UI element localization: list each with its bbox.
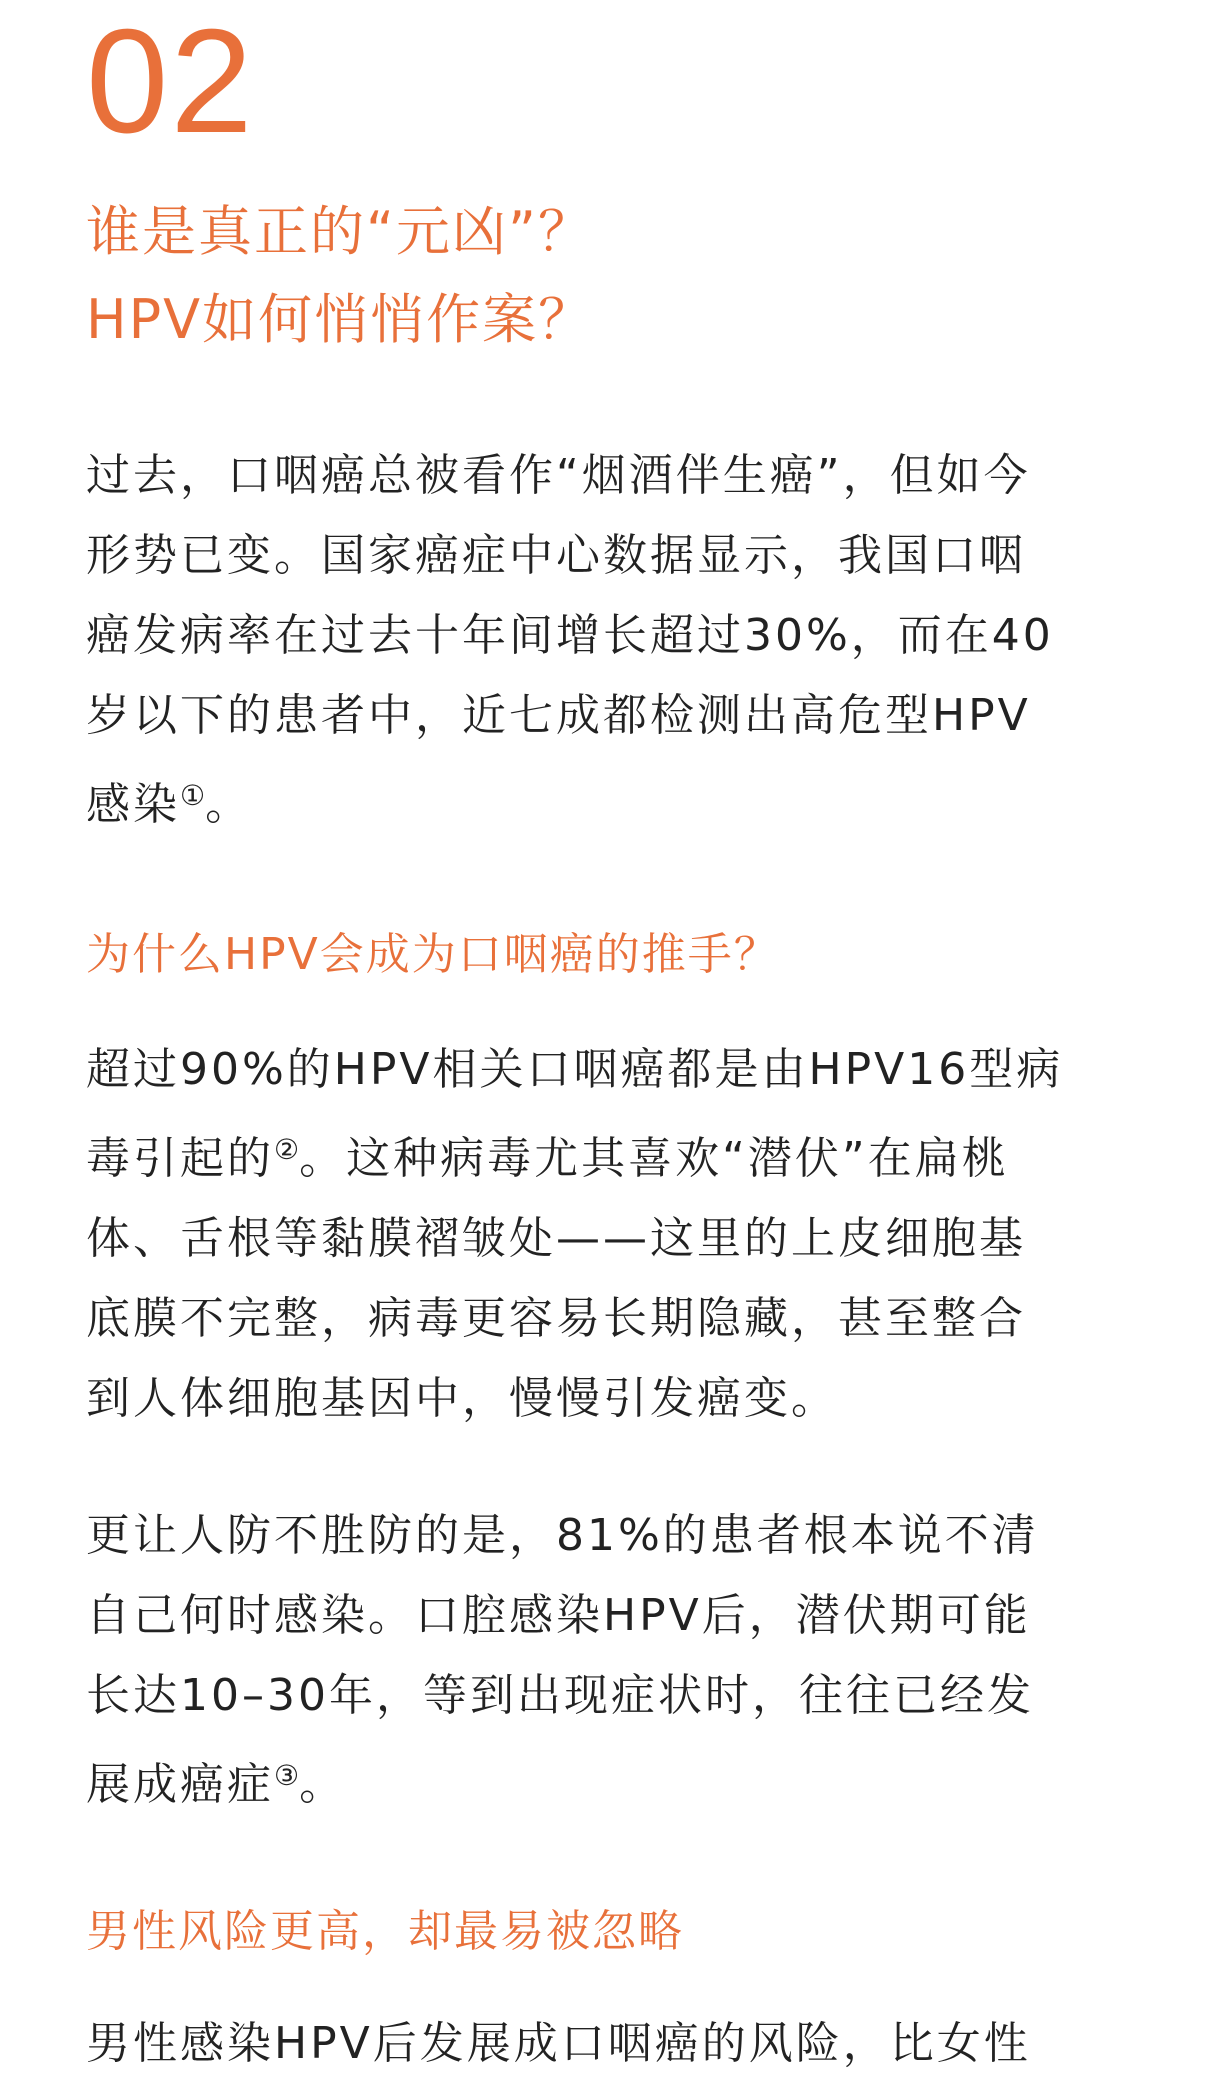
paragraph-line: 形势已变。国家癌症中心数据显示，我国口咽 [86, 530, 1026, 581]
paragraph-line-with-ref [86, 1110, 1126, 1199]
paragraph-line: 体、舌根等黏膜褶皱处——这里的上皮细胞基 [86, 1213, 1026, 1264]
paragraph-intro [86, 436, 1126, 845]
paragraph-line: 到人体细胞基因中，慢慢引发癌变。 [86, 1373, 838, 1424]
paragraph-male-risk [86, 2004, 1126, 2084]
subheading-why-hpv: 为什么HPV会成为口咽癌的推手？ [86, 929, 780, 980]
paragraph-line-end: 。 [299, 1759, 347, 1810]
paragraph-line-text: 。这种病毒尤其喜欢“潜伏”在扁桃 [299, 1133, 1009, 1184]
reference-marker: ③ [274, 1759, 300, 1792]
paragraph-line: 底膜不完整，病毒更容易长期隐藏，甚至整合 [86, 1293, 1026, 1344]
section-title [86, 188, 594, 364]
paragraph-line: 长达10–30年，等到出现症状时，往往已经发 [86, 1670, 1034, 1721]
paragraph-line: 过去，口咽癌总被看作“烟酒伴生癌”，但如今 [86, 450, 1031, 501]
paragraph-line: 自己何时感染。口腔感染HPV后，潜伏期可能 [86, 1590, 1031, 1641]
paragraph-line-text: 感染 [86, 779, 180, 830]
subheading-male-risk: 男性风险更高，却最易被忽略 [86, 1906, 684, 1957]
paragraph-line: 癌发病率在过去十年间增长超过30%，而在40 [86, 610, 1054, 661]
paragraph-line: 岁以下的患者中，近七成都检测出高危型HPV [86, 690, 1031, 741]
paragraph-line-last [86, 756, 1126, 845]
paragraph-line-last [86, 1736, 1126, 1825]
section-title-line: HPV如何悄悄作案？ [86, 288, 595, 351]
paragraph-line: 男性感染HPV后发展成口咽癌的风险，比女性 [86, 2018, 1031, 2069]
paragraph-line-end: 。 [205, 779, 253, 830]
paragraph-line: 超过90%的HPV相关口咽癌都是由HPV16型病 [86, 1044, 1064, 1095]
paragraph-latency [86, 1496, 1126, 1825]
paragraph-line-text: 毒引起的 [86, 1133, 274, 1184]
paragraph-line: 更让人防不胜防的是，81%的患者根本说不清 [86, 1510, 1039, 1561]
section-title-line: 谁是真正的“元凶”？ [86, 200, 594, 263]
section-number: 02 [86, 0, 255, 164]
reference-marker: ① [180, 779, 206, 812]
reference-marker: ② [274, 1133, 300, 1166]
paragraph-hpv16 [86, 1030, 1126, 1439]
paragraph-line-text: 展成癌症 [86, 1759, 274, 1810]
